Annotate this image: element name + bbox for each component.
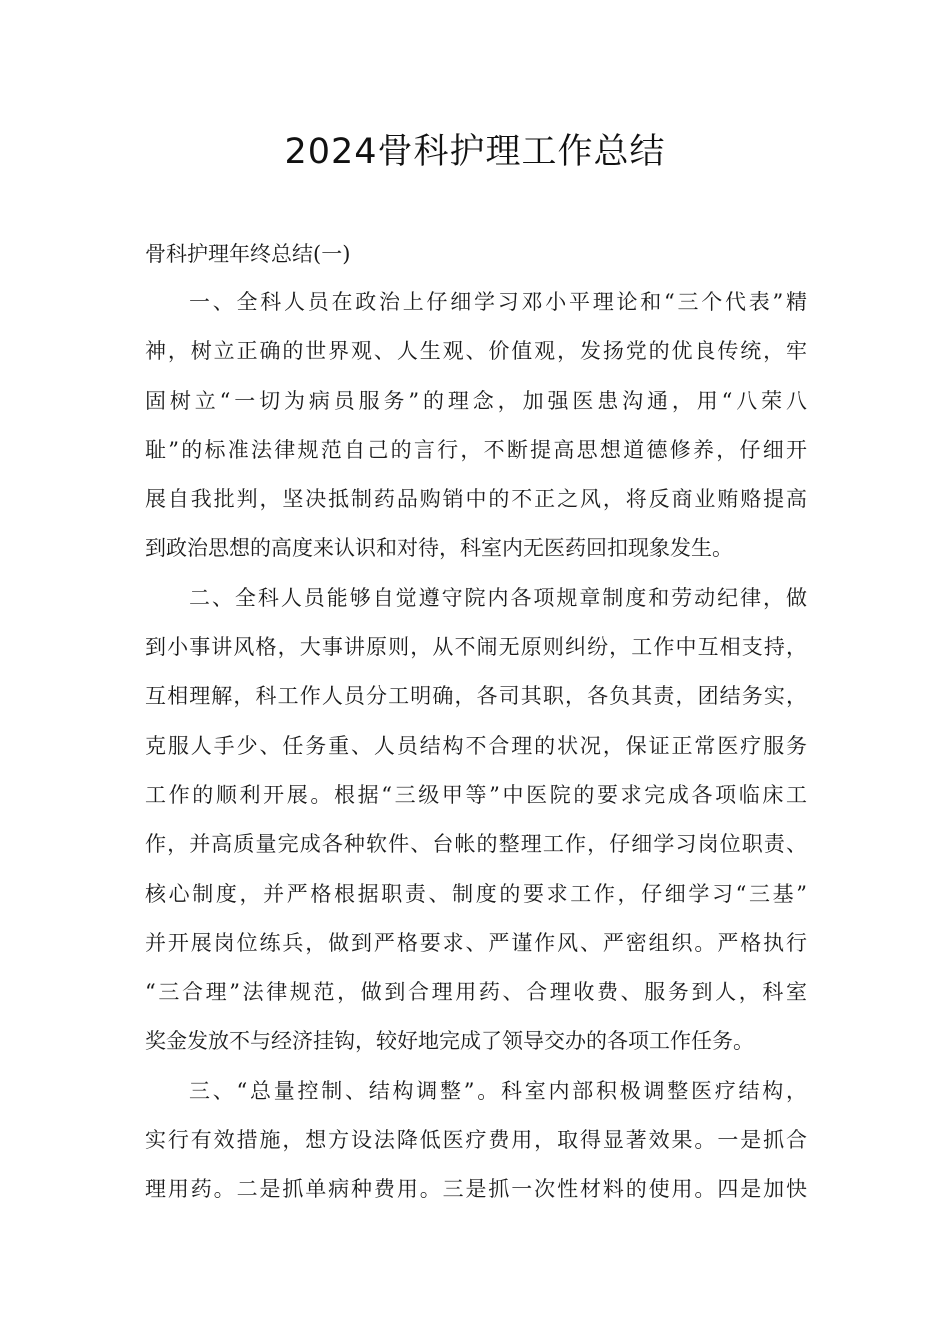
paragraph-line: 工作的顺利开展。根据“三级甲等”中医院的要求完成各项临床工 — [145, 782, 807, 807]
paragraph-line: 耻”的标准法律规范自己的言行，不断提高思想道德修养，仔细开 — [145, 437, 807, 462]
paragraph-line: 互相理解，科工作人员分工明确，各司其职，各负其责，团结务实， — [145, 684, 807, 709]
paragraph-line: 一、全科人员在政治上仔细学习邓小平理论和“三个代表”精 — [189, 290, 807, 314]
document-title: 2024骨科护理工作总结 — [284, 132, 666, 172]
paragraph-line: 到政治思想的高度来认识和对待，科室内无医药回扣现象发生。 — [145, 536, 733, 561]
paragraph-2 — [145, 574, 807, 1067]
paragraph-line: 到小事讲风格，大事讲原则，从不闹无原则纠纷，工作中互相支持， — [145, 635, 807, 660]
paragraph-line: 实行有效措施，想方设法降低医疗费用，取得显著效果。一是抓合 — [145, 1128, 807, 1153]
section-subtitle: 骨科护理年终总结(一) — [145, 242, 351, 266]
paragraph-line: 三、“总量控制、结构调整”。科室内部积极调整医疗结构， — [189, 1078, 807, 1103]
paragraph-line: 理用药。二是抓单病种费用。三是抓一次性材料的使用。四是加快 — [145, 1177, 807, 1202]
paragraph-line: 核心制度，并严格根据职责、制度的要求工作，仔细学习“三基” — [145, 881, 807, 906]
paragraph-line: 二、全科人员能够自觉遵守院内各项规章制度和劳动纪律，做 — [189, 585, 807, 610]
paragraph-line: 克服人手少、任务重、人员结构不合理的状况，保证正常医疗服务 — [145, 733, 807, 758]
paragraph-3 — [145, 1067, 807, 1215]
paragraph-line: 并开展岗位练兵，做到严格要求、严谨作风、严密组织。严格执行 — [145, 930, 807, 955]
paragraph-line: “三合理”法律规范，做到合理用药、合理收费、服务到人，科室 — [145, 980, 807, 1005]
paragraph-line: 奖金发放不与经济挂钩，较好地完成了领导交办的各项工作任务。 — [145, 1029, 754, 1054]
document-body — [145, 230, 807, 1215]
paragraph-1 — [145, 278, 807, 574]
paragraph-line: 固树立“一切为病员服务”的理念，加强医患沟通，用“八荣八 — [145, 388, 807, 413]
paragraph-line: 展自我批判，坚决抵制药品购销中的不正之风，将反商业贿赂提高 — [145, 487, 807, 512]
paragraph-line: 作，并高质量完成各种软件、台帐的整理工作，仔细学习岗位职责、 — [145, 832, 807, 857]
paragraph-line: 神，树立正确的世界观、人生观、价值观，发扬党的优良传统，牢 — [145, 339, 807, 364]
